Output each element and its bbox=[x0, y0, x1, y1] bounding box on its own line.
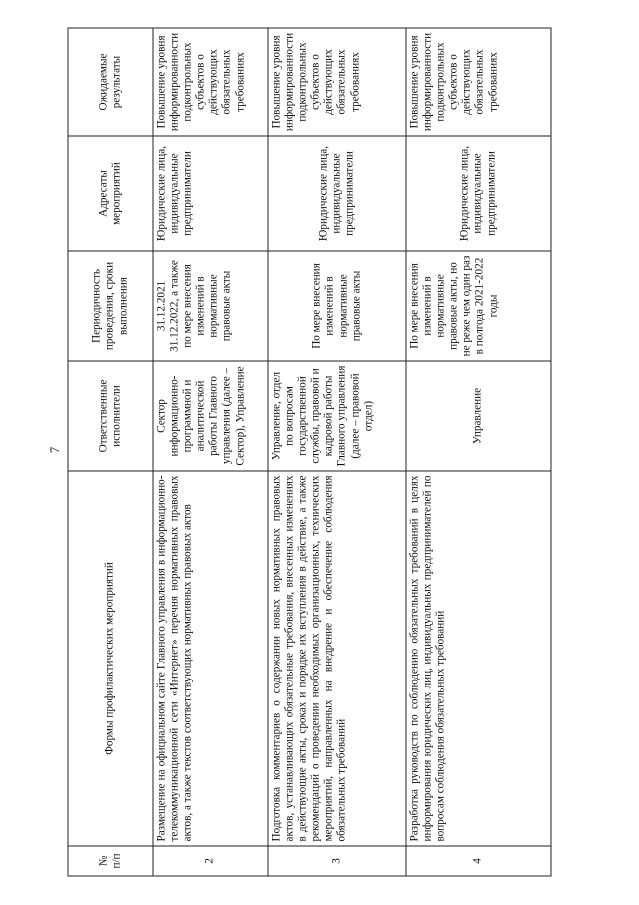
row-num: 2 bbox=[153, 846, 268, 876]
row-executor: Сектор информационно-программной и аналитической работы Главного управления (далее – Сектор), Управление bbox=[153, 361, 268, 471]
page-number: 7 bbox=[47, 446, 62, 454]
row-periodicity: По мере внесения изменений в нормативные правовые акты bbox=[268, 251, 406, 361]
header-forms: Формы профилактических мероприятий bbox=[68, 471, 153, 846]
row-num: 3 bbox=[268, 846, 406, 876]
row-addressees: Юридические лица, индивидуальные предприниматели bbox=[268, 136, 406, 251]
header-periodicity: Периодичность проведения, сроки выполнения bbox=[68, 251, 153, 361]
header-addressees: Адресаты мероприятий bbox=[68, 136, 153, 251]
header-num: № п/п bbox=[68, 846, 153, 876]
table-row bbox=[268, 28, 406, 876]
header-executors: Ответственные исполнители bbox=[68, 361, 153, 471]
row-addressees: Юридические лица, индивидуальные предприниматели bbox=[153, 136, 268, 251]
row-result: Повышение уровня информированности подконтрольных субъектов о действующих обязательных требованиях bbox=[268, 28, 406, 136]
table-row bbox=[153, 28, 268, 876]
row-periodicity: 31.12.2021 31.12.2022, а также по мере внесения изменений в нормативные правовые акты bbox=[153, 251, 268, 361]
table-header-row bbox=[68, 28, 153, 876]
row-executor: Управление, отдел по вопросам государственной службы, правовой и кадровой работы Главного управления (далее – правовой отдел) bbox=[268, 361, 406, 471]
row-addressees: Юридические лица, индивидуальные предприниматели bbox=[406, 136, 551, 251]
row-result: Повышение уровня информированности подконтрольных субъектов о действующих обязательных требованиях bbox=[153, 28, 268, 136]
row-periodicity: По мере внесения изменений в нормативные правовые акты, но не реже чем один раз в полгода 2021-2022 годы bbox=[406, 251, 551, 361]
row-form: Размещение на официальном сайте Главного управления в информационно-телекоммуникационной сети «Интернет» перечня нормативных правовых актов, а также текстов соответствующих нормативных правовых актов bbox=[153, 471, 268, 846]
row-form: Разработка руководств по соблюдению обязательных требований в целях информирования юридических лиц, индивидуальных предпринимателей по вопросам соблюдения обязательных требований bbox=[406, 471, 551, 846]
row-num: 4 bbox=[406, 846, 551, 876]
row-executor: Управление bbox=[406, 361, 551, 471]
table-row bbox=[406, 28, 551, 876]
rotated-table-container bbox=[68, 29, 551, 877]
row-result: Повышение уровня информированности подконтрольных субъектов о действующих обязательных требованиях bbox=[406, 28, 551, 136]
row-form: Подготовка комментариев о содержании новых нормативных правовых актов, устанавливающих обязательные требования, внесенных изменениях в действующие акты, сроках и порядке их вступления в действие, а также рекомендаций о проведении необходимых организационных, технических мероприятий, направленных на внедрение и обеспечение соблюдения обязательных требований bbox=[268, 471, 406, 846]
header-results: Ожидаемые результаты bbox=[68, 28, 153, 136]
prevention-measures-table bbox=[68, 28, 552, 877]
